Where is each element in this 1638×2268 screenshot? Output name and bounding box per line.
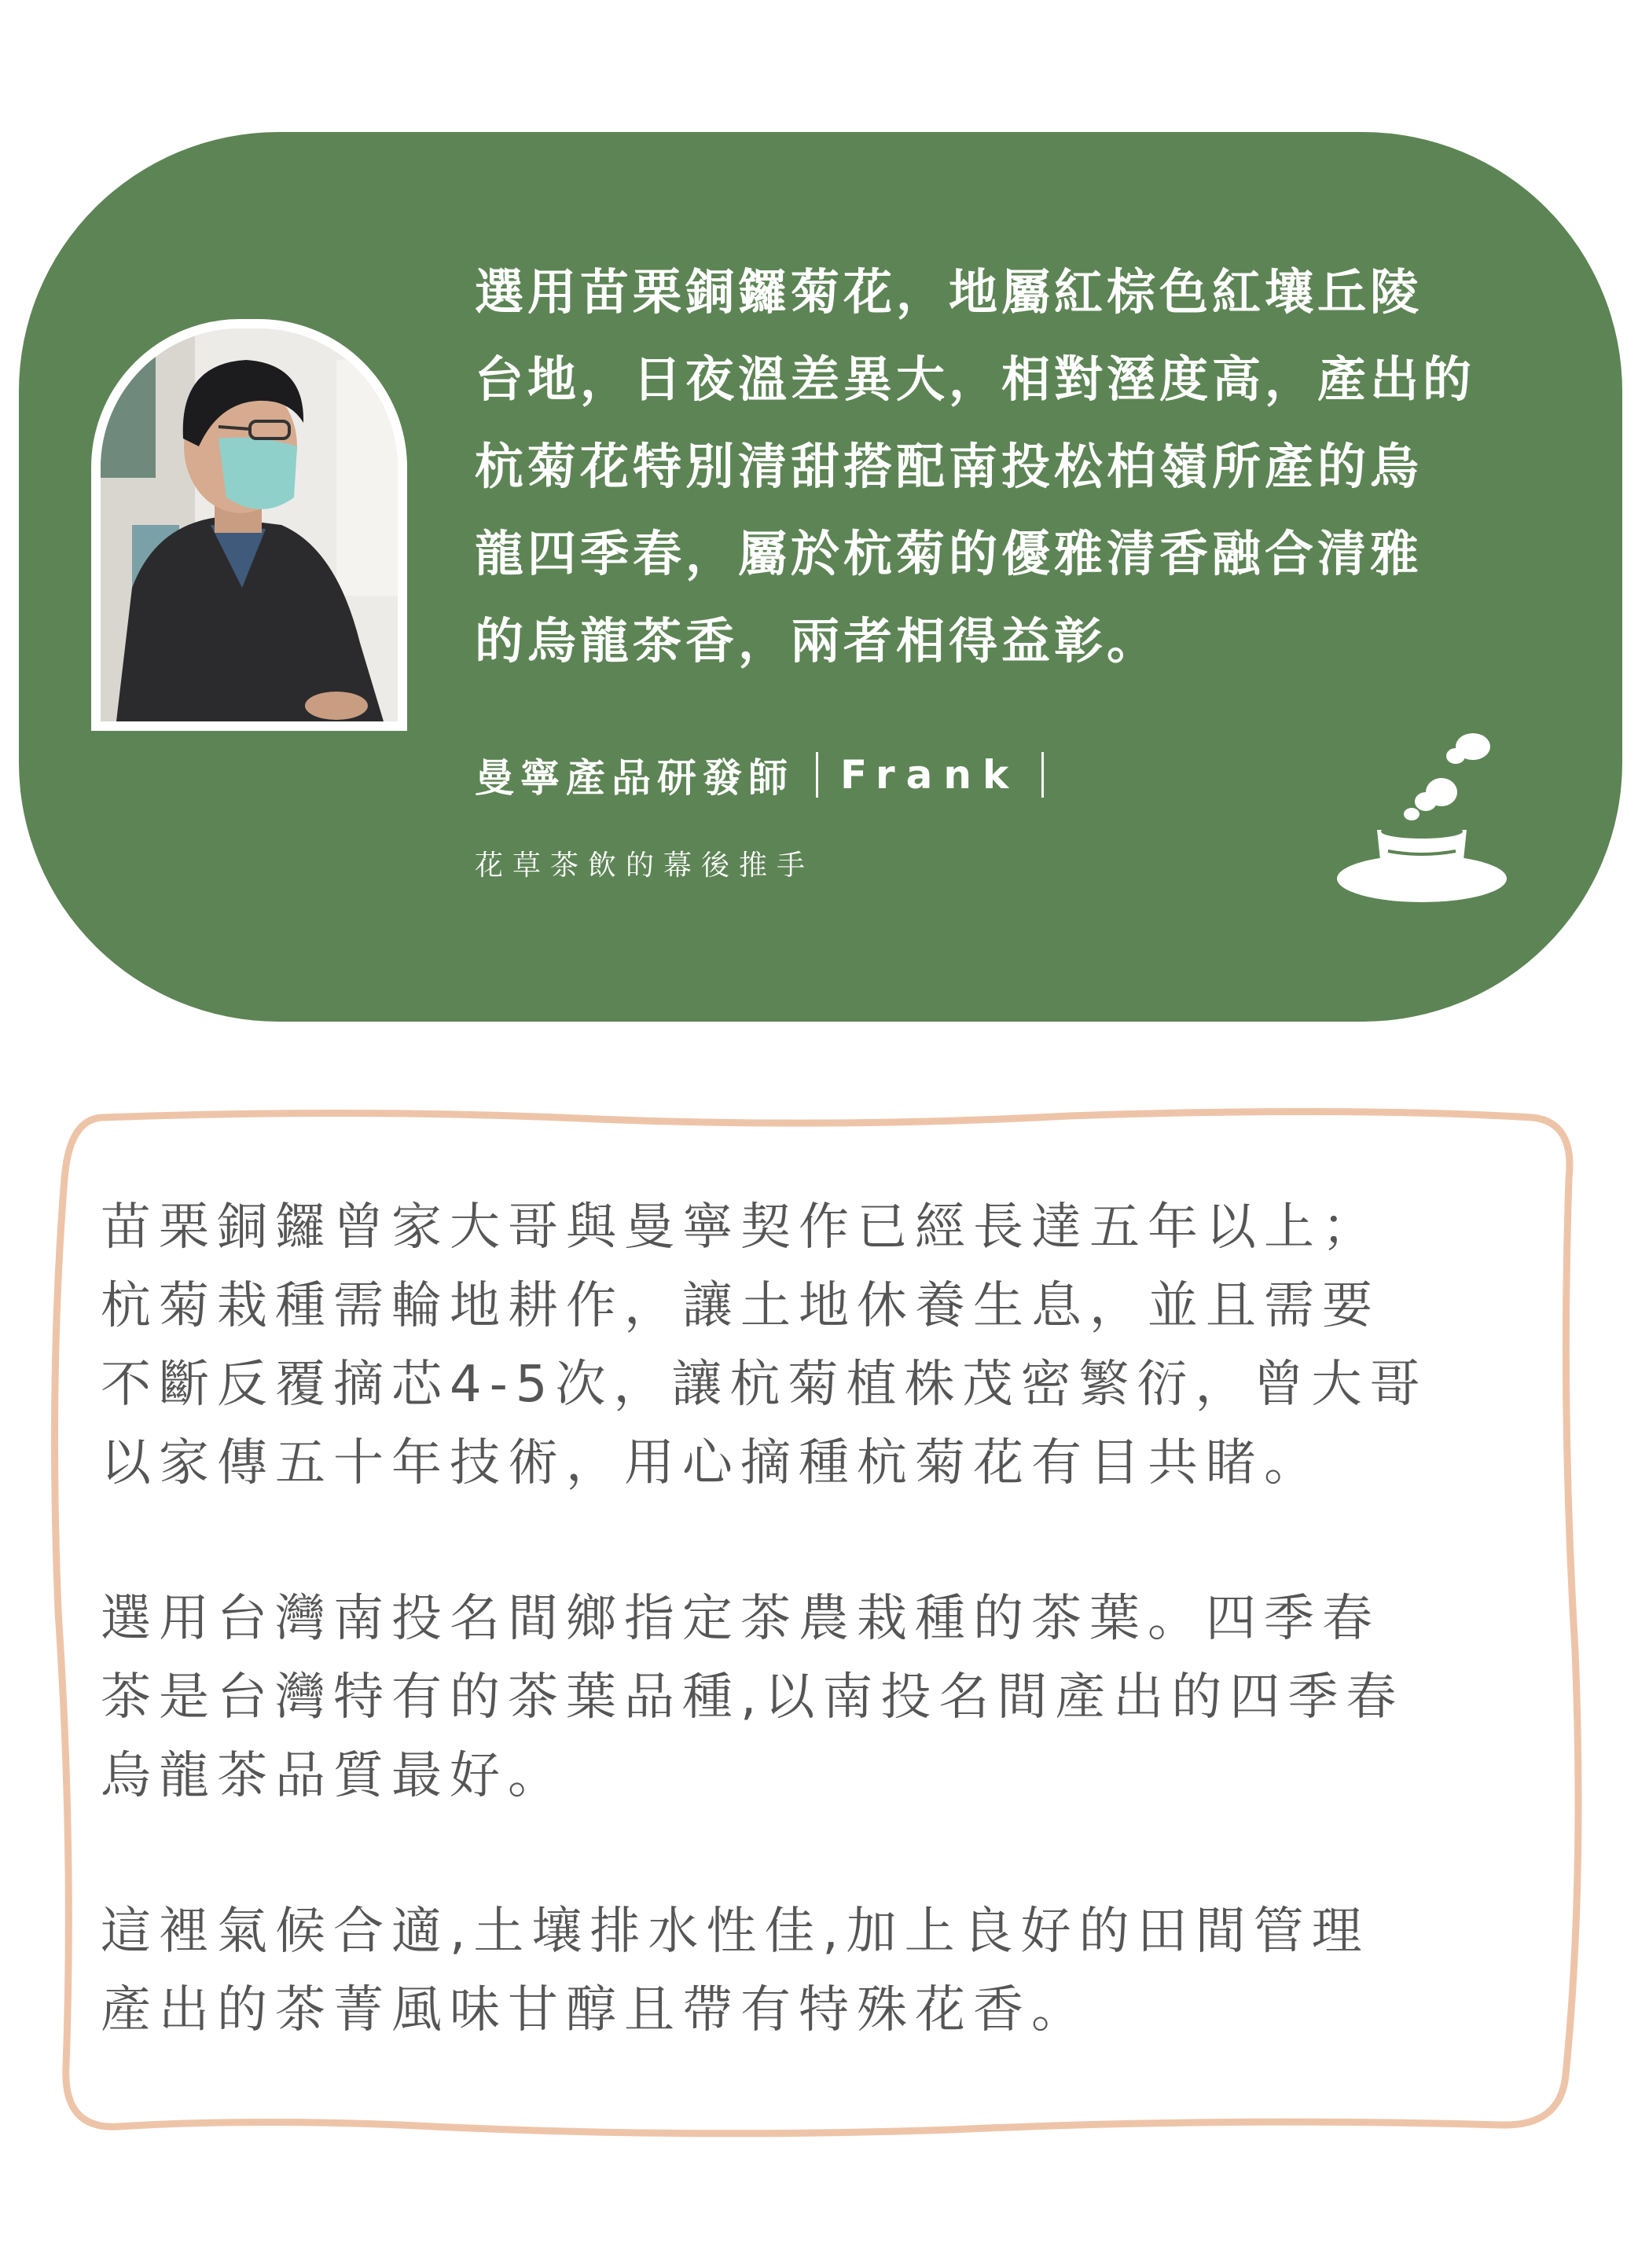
paragraph xyxy=(101,1892,1547,2050)
text-line: 烏龍茶品質最好。 xyxy=(101,1747,566,1805)
quote-line: 台地，日夜溫差異大，相對溼度高，產出的 xyxy=(475,350,1476,408)
quote-line: 杭菊花特別清甜搭配南投松柏嶺所產的烏 xyxy=(475,438,1423,495)
person-photo-icon xyxy=(101,328,398,721)
text-line: 產出的茶菁風味甘醇且帶有特殊花香。 xyxy=(101,1981,1089,2039)
paragraph xyxy=(101,1580,1547,1815)
text-line: 以家傳五十年技術，用心摘種杭菊花有目共睹。 xyxy=(101,1434,1322,1492)
paragraph xyxy=(101,1188,1547,1503)
origin-story-text xyxy=(101,1188,1547,2127)
origin-story-box xyxy=(47,1100,1588,2145)
quote-line: 的烏龍茶香，兩者相得益彰。 xyxy=(475,612,1160,670)
quote-line: 龍四季春，屬於杭菊的優雅清香融合清雅 xyxy=(475,525,1423,582)
expert-title: 曼寧產品研發師 xyxy=(475,755,794,801)
text-line: 杭菊栽種需輪地耕作，讓土地休養生息，並且需要 xyxy=(101,1277,1380,1335)
expert-signature xyxy=(475,747,1066,803)
expert-card xyxy=(19,132,1622,1022)
text-line: 苗栗銅鑼曾家大哥與曼寧契作已經長達五年以上； xyxy=(101,1198,1380,1257)
divider xyxy=(1041,752,1044,798)
text-line: 茶是台灣特有的茶葉品種,以南投名間產出的四季春 xyxy=(101,1668,1405,1727)
tea-cup-icon xyxy=(1324,729,1520,902)
expert-name: Frank xyxy=(840,752,1020,798)
divider xyxy=(816,752,818,798)
text-line: 這裡氣候合適,土壤排水性佳,加上良好的田間管理 xyxy=(101,1903,1370,1961)
text-line: 不斷反覆摘芯4-5次，讓杭菊植株茂密繁衍，曾大哥 xyxy=(101,1356,1428,1414)
expert-photo xyxy=(91,319,407,731)
expert-tagline: 花草茶飲的幕後推手 xyxy=(475,850,815,882)
expert-quote xyxy=(475,248,1575,684)
text-line: 選用台灣南投名間鄉指定茶農栽種的茶葉。四季春 xyxy=(101,1590,1380,1648)
quote-line: 選用苗栗銅鑼菊花，地屬紅棕色紅壤丘陵 xyxy=(475,263,1423,321)
